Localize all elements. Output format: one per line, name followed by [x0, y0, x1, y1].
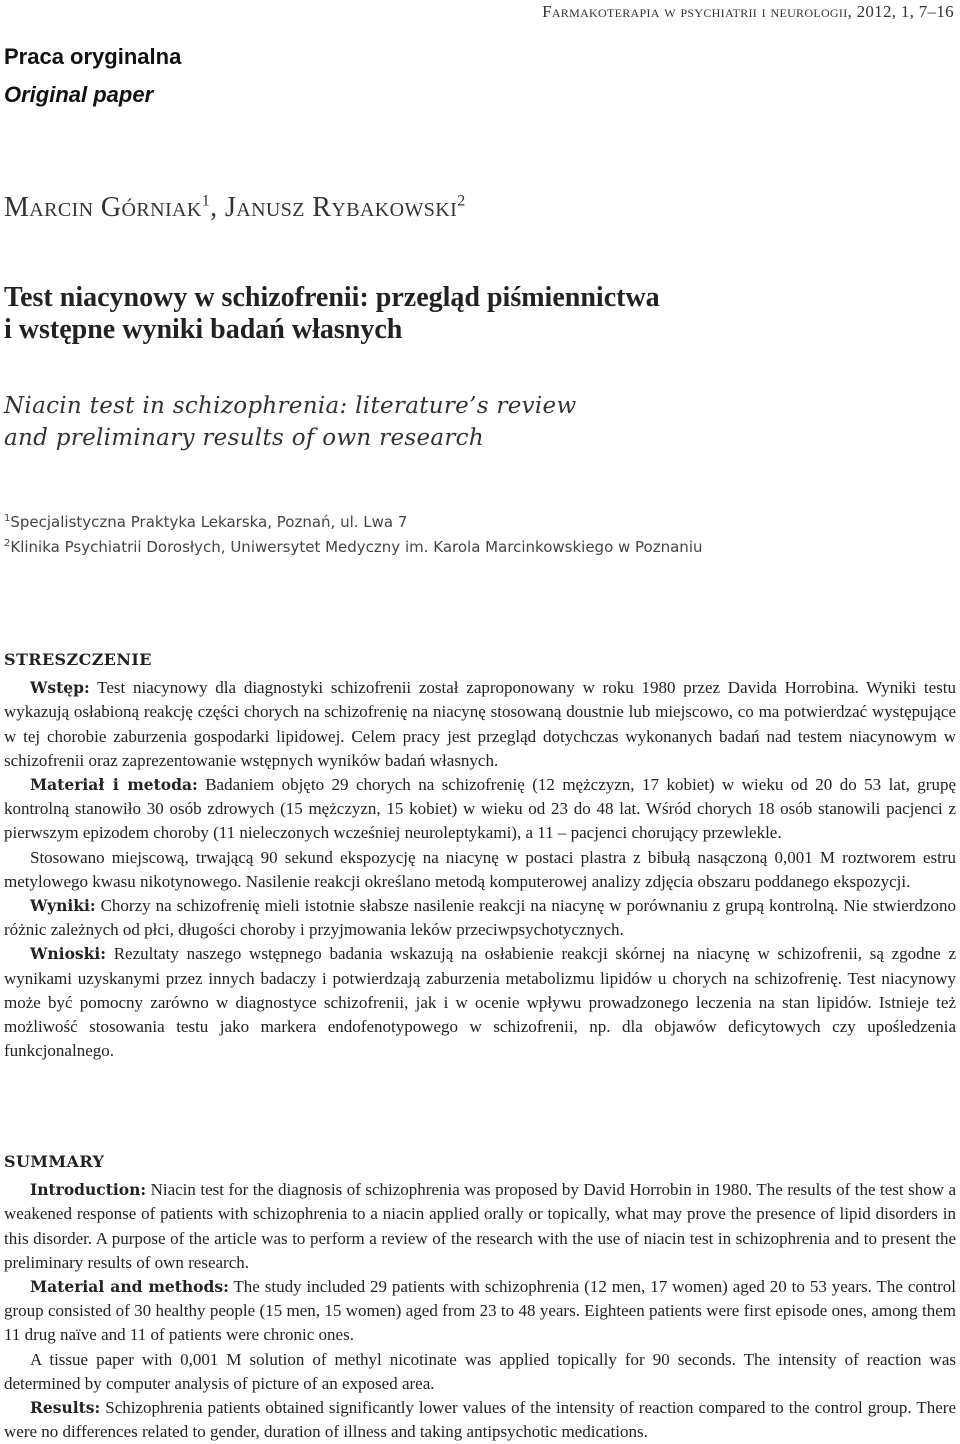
title-english: [4, 390, 904, 454]
section-heading: STRESZCZENIE: [4, 650, 152, 669]
abstract-paragraph: A tissue paper with 0,001 M solution of methyl nicotinate was applied topically for 90 seconds. The intensity of reaction was determined by computer analysis of picture of an exposed area.: [4, 1349, 956, 1393]
author-affiliation-mark: 1: [201, 192, 211, 210]
paragraph-label: Wstęp:: [30, 678, 90, 698]
title-line: Test niacynowy w schizofrenii: przegląd piśmiennictwa: [4, 282, 660, 313]
affiliation-mark: 2: [4, 538, 11, 549]
author-separator: ,: [210, 192, 225, 223]
paragraph-text: Chorzy na schizofrenię mieli istotnie słabsze nasilenie reakcji na niacynę w porównaniu z grupą kontrolną. Nie stwierdzono różnic zależnych od płci, długości choroby i przyjmowania leków przeciwpsychotycznych.: [4, 896, 956, 940]
title-line: i wstępne wyniki badań własnych: [4, 314, 403, 345]
paragraph-label: Wnioski:: [30, 944, 106, 964]
section-heading: SUMMARY: [4, 1152, 105, 1171]
affiliation-text: Specjalistyczna Praktyka Lekarska, Poznań, ul. Lwa 7: [10, 513, 408, 531]
abstract-paragraph: Stosowano miejscową, trwającą 90 sekund ekspozycję na niacynę w postaci plastra z bibułą nasączoną 0,001 M roztworem estru metylowego kwasu nikotynowego. Nasilenie reakcji określano metodą komputerowej analizy zdjęcia obszaru poddanego ekspozycji.: [4, 847, 956, 891]
paragraph-label: Introduction:: [30, 1180, 147, 1200]
paragraph-text: Rezultaty naszego wstępnego badania wskazują na osłabienie reakcji skórnej na niacynę w schizofrenii, są zgodne z wynikami uzyskanymi przez innych badaczy i potwierdzają zaburzenia metabolizmu lipidów u chorych na schizofrenię. Test niacynowy może być pomocny zarówno w diagnostyce schizofrenii, jak i w ocenie wpływu prowadzonego leczenia na stan lipidów. Istnieje też możliwość stosowania testu jako markera endofenotypowego w schizofrenii, np. dla objawów deficytowych czy upośledzenia funkcjonalnego.: [4, 944, 956, 1061]
abstract-paragraph: [4, 1275, 956, 1348]
article-type-en: Original paper: [4, 82, 154, 107]
abstract-paragraph: [4, 1396, 956, 1444]
paragraph-label: Wyniki:: [30, 896, 96, 916]
abstract-paragraph: [4, 942, 956, 1063]
author-name: Marcin Górniak: [4, 192, 202, 223]
author-name: Janusz Rybakowski: [224, 192, 458, 223]
journal-citation: Farmakoterapia w psychiatrii i neurologii, 2012, 1, 7–16: [542, 2, 954, 21]
title-line: Niacin test in schizophrenia: literature’s review: [4, 393, 577, 419]
paragraph-label: Results:: [30, 1398, 101, 1418]
author-list: [4, 192, 466, 224]
paragraph-text: Schizophrenia patients obtained significantly lower values of the intensity of reaction compared to the control group. There were no differences related to gender, duration of illness and taking antipsychotic medications.: [4, 1398, 956, 1442]
paragraph-text: Badaniem objęto 29 chorych na schizofrenię (12 mężczyzn, 17 kobiet) w wieku od 20 do 53 lat, grupę kontrolną stanowiło 30 osób zdrowych (15 mężczyzn, 15 kobiet) w wieku od 23 do 48 lat. Wśród chorych 18 osób stanowili pacjenci z pierwszym epizodem choroby (11 nieleczonych wcześniej neuroleptykami), a 11 – pacjenci chorujący przewlekle.: [4, 775, 957, 843]
affiliation-2: [4, 533, 944, 558]
abstract-paragraph: [4, 1178, 956, 1275]
paragraph-text: The study included 29 patients with schizophrenia (12 men, 17 women) aged 20 to 53 years. The control group consisted of 30 healthy people (15 men, 15 women) aged from 23 to 48 years. Eighteen patients were first episode ones, among them 11 drug naïve and 11 of patients were chronic ones.: [4, 1277, 956, 1345]
title-polish: [4, 282, 904, 346]
abstract-english: [4, 1150, 956, 1444]
abstract-paragraph: [4, 773, 956, 846]
abstract-paragraph: [4, 676, 956, 773]
title-line: and preliminary results of own research: [4, 425, 484, 451]
affiliation-mark: 1: [4, 513, 11, 524]
paragraph-text: Niacin test for the diagnosis of schizophrenia was proposed by David Horrobin in 1980. The results of the test show a weakened response of patients with schizophrenia to a niacin applied orally or topically, what may prove the presence of lipid disorders in this disorder. A purpose of the article was to perform a review of the research with the use of niacin test in schizophrenia and to present the preliminary results of own research.: [4, 1180, 956, 1272]
abstract-paragraph: [4, 894, 956, 942]
affiliation-text: Klinika Psychiatrii Dorosłych, Uniwersytet Medyczny im. Karola Marcinkowskiego w Poznaniu: [10, 538, 703, 556]
paragraph-label: Material and methods:: [30, 1277, 229, 1297]
paragraph-label: Materiał i metoda:: [30, 775, 198, 795]
affiliation-1: [4, 508, 944, 533]
author-affiliation-mark: 2: [457, 192, 466, 210]
affiliations: [4, 508, 944, 558]
paragraph-text: Test niacynowy dla diagnostyki schizofrenii został zaproponowany w roku 1980 przez Davida Horrobina. Wyniki testu wykazują osłabioną reakcję części chorych na schizofrenię na niacynę stosowaną doustnie lub miejscowo, co ma potwierdzać występujące w tej chorobie zaburzenia gospodarki lipidowej. Celem pracy jest przegląd dotychczas wykonanych badań nad testem niacynowym w schizofrenii oraz zaprezentowanie wstępnych wyników badań własnych.: [4, 678, 956, 770]
article-type-pl: Praca oryginalna: [4, 44, 182, 69]
abstract-polish: [4, 648, 956, 1063]
